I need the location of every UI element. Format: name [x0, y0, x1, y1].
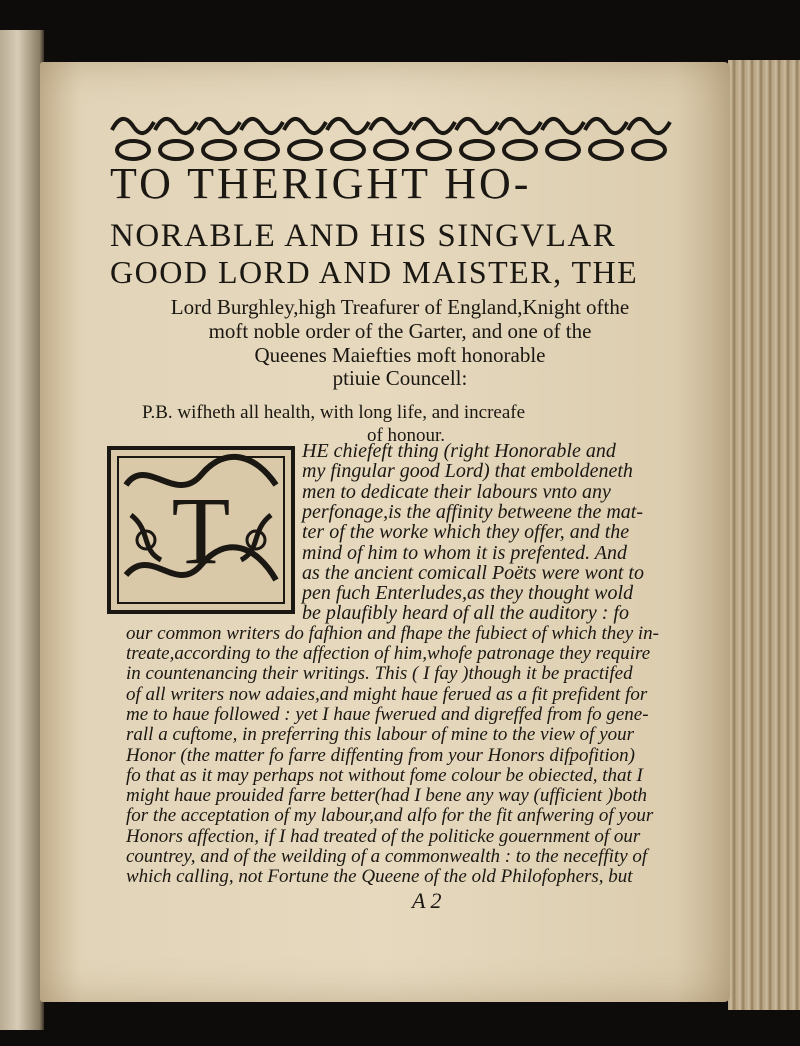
- ornament-knot: [590, 141, 622, 159]
- ornament-knot: [504, 141, 536, 159]
- body-text-line: treate,according to the affection of him,whofe patronage they require: [126, 643, 651, 664]
- body-text-line: of all writers now adaies,and might haue ferued as a fit prefident for: [126, 683, 648, 705]
- body-text-line: our common writers do fafhion and fhape the fubiect of which they in-: [126, 622, 659, 644]
- ornament-knot: [117, 141, 149, 159]
- facing-page-edge: [0, 30, 44, 1030]
- ornament-scroll: [628, 119, 670, 133]
- ornament-knot: [547, 141, 579, 159]
- dedication-heading: TO THERIGHT HO-: [110, 159, 532, 208]
- ornament-knot: [461, 141, 493, 159]
- body-text-line: might haue prouided farre better(had I bene any way (ufficient )both: [126, 785, 647, 807]
- body-text-line: be plaufibly heard of all the auditory : fo: [302, 602, 629, 625]
- ornament-knot: [332, 141, 364, 159]
- ornament-knot: [160, 141, 192, 159]
- signature-mark: A 2: [412, 888, 442, 913]
- dedication-heading-line: NORABLE AND HIS SINGVLAR: [110, 218, 617, 254]
- body-text-line: for the acceptation of my labour,and alfo for the fit anfwering of your: [126, 805, 654, 827]
- ornament-scroll: [198, 119, 240, 133]
- body-text-line: pen fuch Enterludes,as they thought wold: [302, 582, 634, 605]
- ornament-scroll: [241, 119, 283, 133]
- salutation-line: of honour.: [366, 425, 446, 446]
- woodcut-initial: [106, 445, 296, 615]
- ornament-knot: [418, 141, 450, 159]
- body-text-line: mind of him to whom it is prefented. And: [302, 541, 627, 564]
- ornament-knot: [203, 141, 235, 159]
- ornament-scroll: [585, 119, 627, 133]
- dedicatee-line: moft noble order of the Garter, and one of the: [208, 319, 592, 343]
- ornament-scroll: [456, 119, 498, 133]
- ornament-scroll: [327, 119, 369, 133]
- dedicatee-line: ptiuie Councell:: [332, 366, 468, 390]
- ornament-scroll: [413, 119, 455, 133]
- ornament-scroll: [284, 119, 326, 133]
- body-text-line: which calling, not Fortune the Queene of the old Philofophers, but: [126, 866, 633, 888]
- body-text-line: fo that as it may perhaps not without fome colour be obiected, that I: [126, 764, 643, 786]
- body-text-line: perfonage,is the affinity betweene the mat-: [302, 500, 644, 523]
- salutation-line: P.B. wifheth all health, with long life, and increafe: [142, 402, 526, 423]
- ornament-scroll: [542, 119, 584, 133]
- body-text-line: HE chiefeft thing (right Honorable and: [302, 440, 616, 462]
- ornament-scroll: [499, 119, 541, 133]
- body-text-line: in countenancing their writings. This ( I fay )though it be practifed: [126, 663, 633, 685]
- dedication-heading-line: GOOD LORD AND MAISTER, THE: [110, 254, 639, 290]
- ornament-scroll: [155, 119, 197, 133]
- body-text-line: as the ancient comicall Poëts were wont to: [302, 561, 644, 584]
- ornament-scroll: [370, 119, 412, 133]
- body-text-line: my fingular good Lord) that emboldeneth: [302, 460, 633, 483]
- page-stack-edge: [728, 60, 800, 1010]
- body-text-line: ter of the worke which they offer, and the: [302, 521, 630, 544]
- body-text-line: me to haue followed : yet I haue fwerued and digreffed from fo gene-: [126, 703, 649, 725]
- ornament-scroll: [112, 119, 154, 133]
- ornament-knot: [246, 141, 278, 159]
- ornament-knot: [375, 141, 407, 159]
- initial-letter: T: [171, 477, 231, 584]
- body-text-line: countrey, and of the weilding of a commonwealth : to the neceffity of: [126, 846, 648, 867]
- dedicatee-line: Queenes Maiefties moft honorable: [254, 343, 546, 367]
- body-text-line: rall a cuftome, in preferring this labour of mine to the view of your: [126, 724, 635, 746]
- body-text-line: men to dedicate their labours vnto any: [302, 480, 611, 503]
- ornament-knot: [289, 141, 321, 159]
- body-text-line: Honor (the matter fo farre diffenting from your Honors difpofition): [126, 744, 635, 766]
- body-text-line: Honors affection, if I had treated of the politicke gouernment of our: [126, 825, 641, 847]
- dedicatee-line: Lord Burghley,high Treafurer of England,Knight ofthe: [170, 295, 630, 319]
- ornament-knot: [633, 141, 665, 159]
